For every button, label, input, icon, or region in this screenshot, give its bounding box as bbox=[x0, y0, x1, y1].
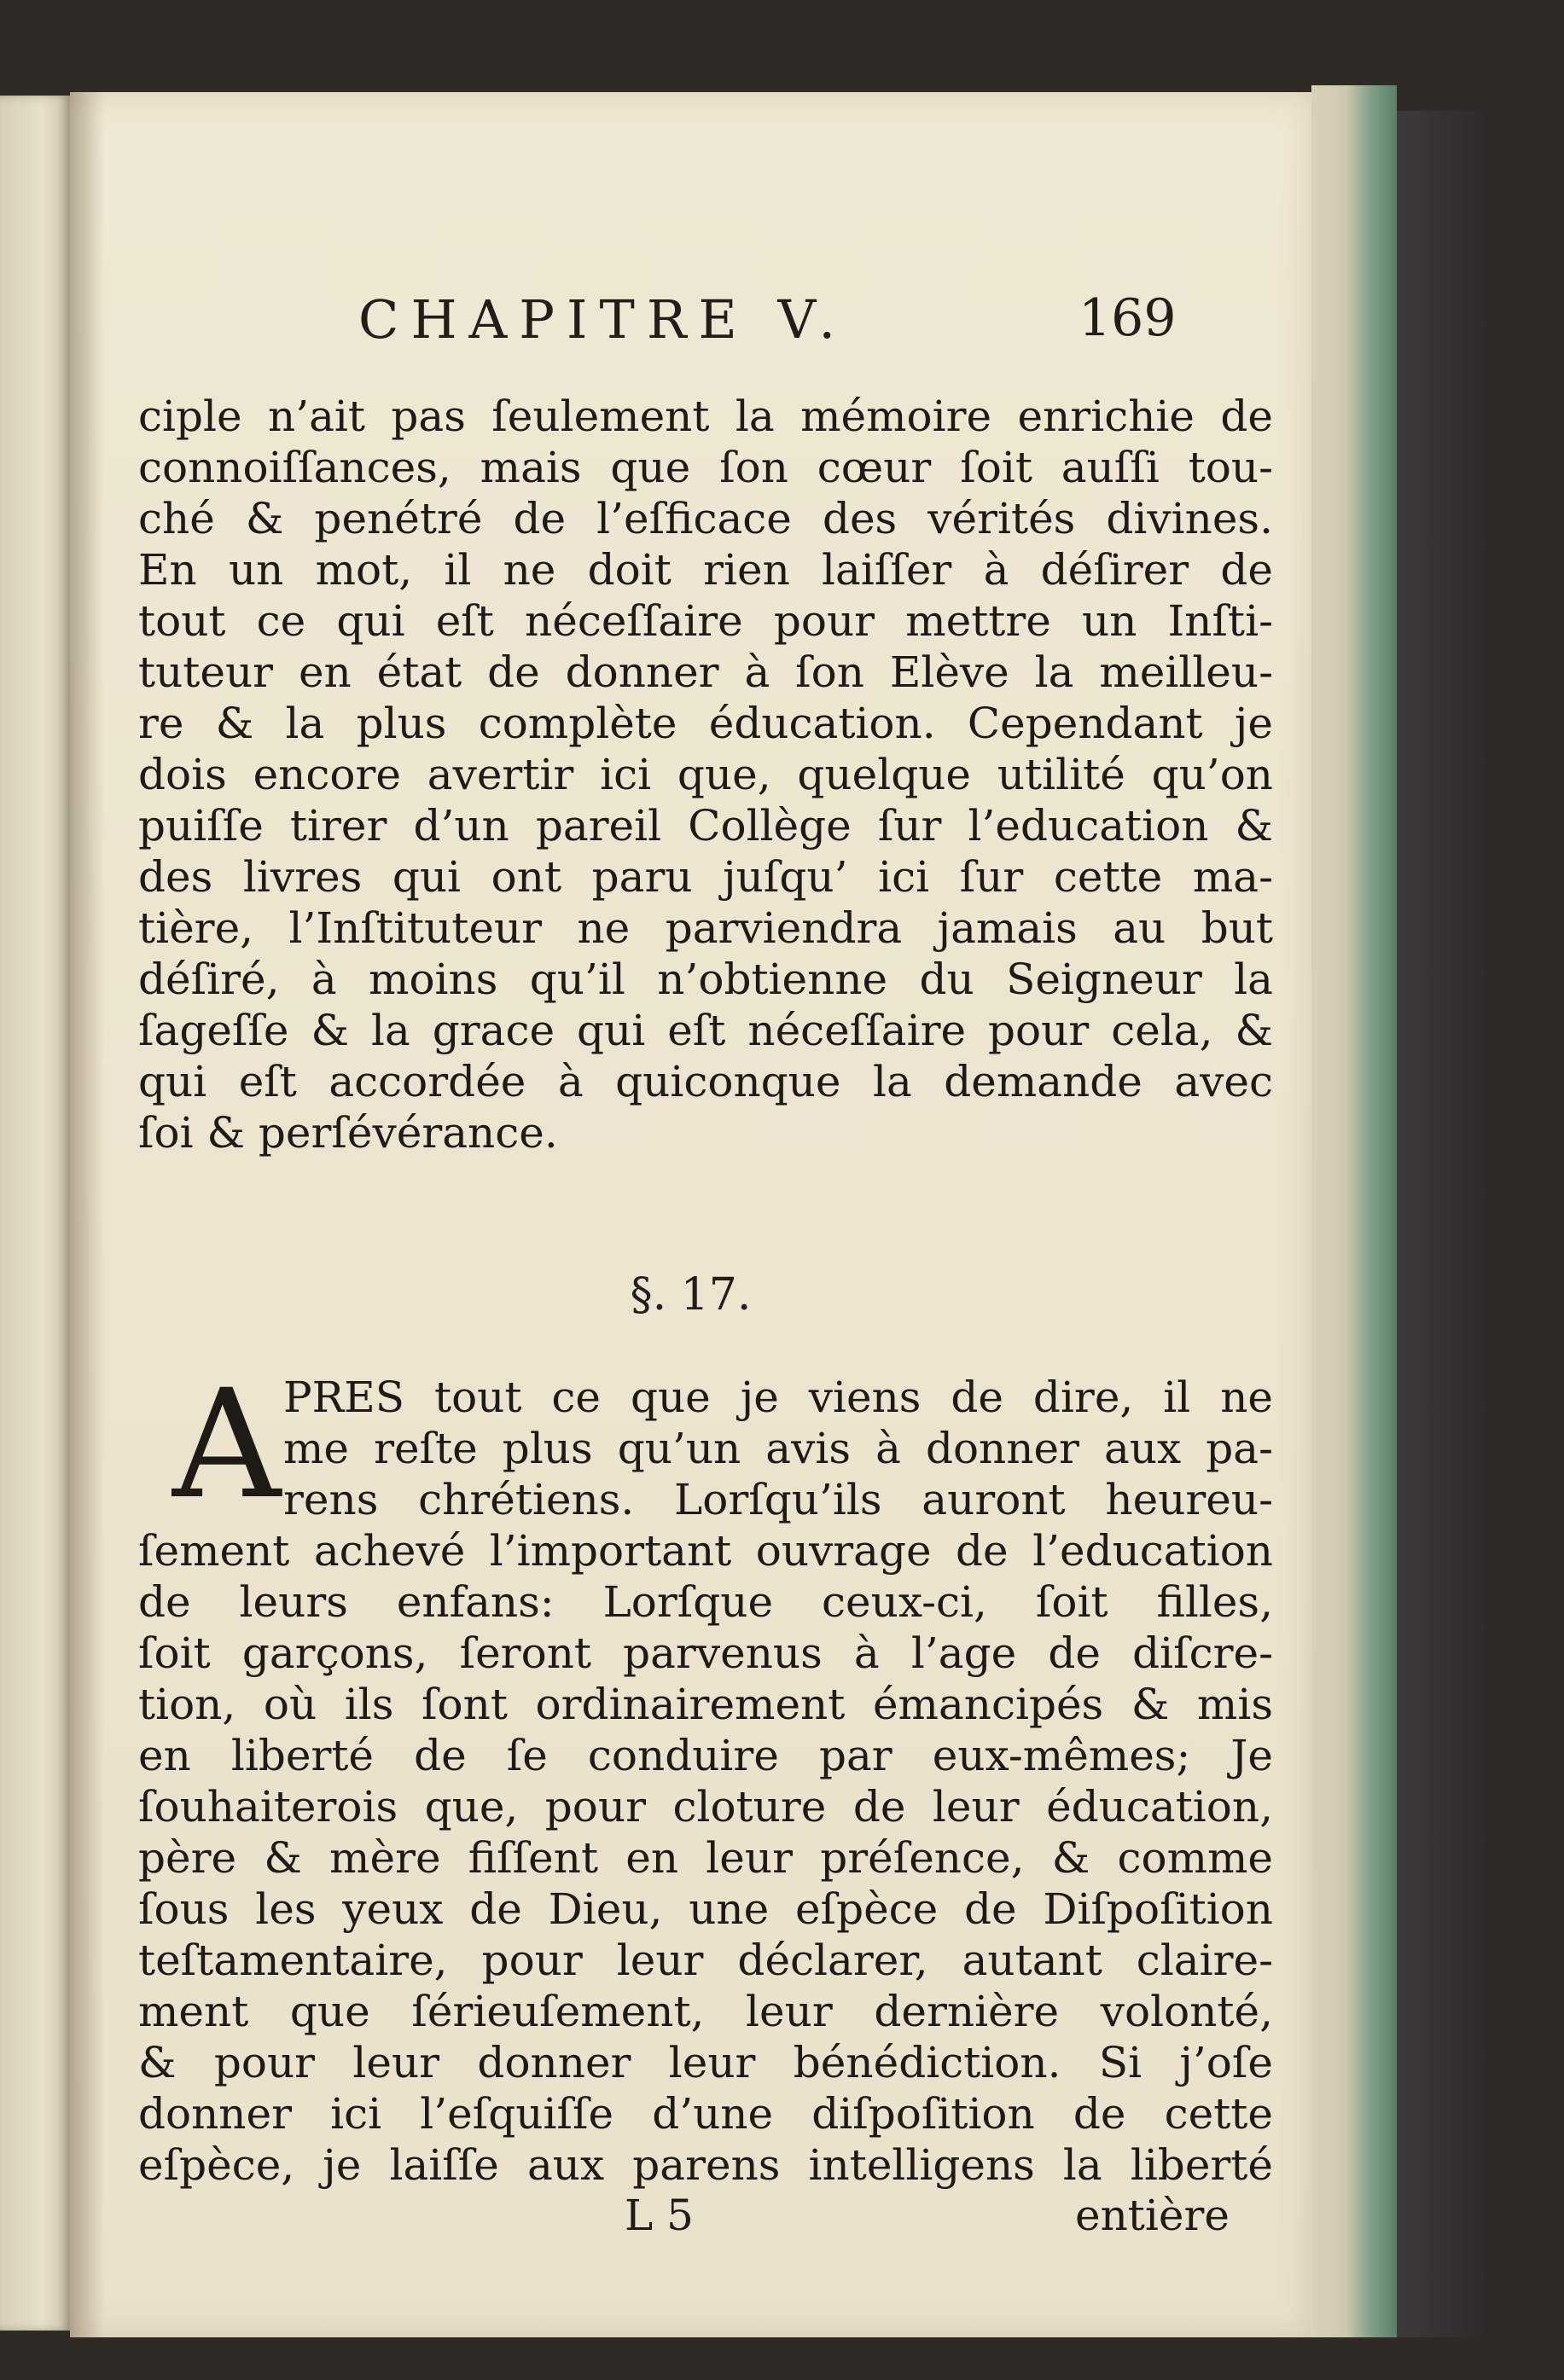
text-line: ché & penétré de l’eſficace des vérités divines. bbox=[138, 494, 1273, 543]
text-line: qui eſt accordée à quiconque la demande avec bbox=[138, 1057, 1273, 1106]
text-line: donner ici l’eſquiſſe d’une diſpoſition de cette bbox=[138, 2089, 1273, 2139]
text-line: connoiſſances, mais que ſon cœur ſoit auſſi tou- bbox=[138, 443, 1273, 492]
text-line: tion, où ils ſont ordinairement émancipés & mis bbox=[138, 1680, 1273, 1729]
catchword: entière bbox=[1075, 2191, 1230, 2240]
text-line: ſoi & perſévérance. bbox=[138, 1108, 558, 1158]
text-line: ſement achevé l’important ouvrage de l’education bbox=[138, 1526, 1273, 1576]
text-line: déſiré, à moins qu’il n’obtienne du Seigneur la bbox=[138, 955, 1273, 1004]
section-heading: §. 17. bbox=[630, 1269, 752, 1321]
text-line: eſpèce, je laiſſe aux parens intelligens la liberté bbox=[138, 2140, 1273, 2190]
paragraph-1 bbox=[138, 391, 1273, 1158]
text-line: PRES tout ce que je viens de dire, il ne bbox=[283, 1373, 1273, 1422]
text-line: ſoit garçons, ſeront parvenus à l’age de diſcre- bbox=[138, 1628, 1273, 1678]
text-line: teſtamentaire, pour leur déclarer, autant claire- bbox=[138, 1936, 1273, 1985]
previous-page-edge bbox=[0, 96, 70, 2331]
text-line: ſageſſe & la grace qui eſt néceſſaire pour cela, & bbox=[138, 1006, 1273, 1055]
text-line: tière, l’Inſtituteur ne parviendra jamais au but bbox=[138, 903, 1273, 953]
page-number: 169 bbox=[1079, 288, 1177, 348]
text-line: des livres qui ont paru juſqu’ ici ſur cette ma- bbox=[138, 852, 1273, 902]
text-line: & pour leur donner leur bénédiction. Si j’oſe bbox=[138, 2038, 1273, 2087]
book-fore-edge bbox=[1311, 85, 1397, 2337]
running-head: CHAPITRE V. bbox=[358, 288, 848, 351]
text-line: tout ce qui eſt néceſſaire pour mettre un Inſti- bbox=[138, 596, 1273, 646]
paragraph-2-opening bbox=[283, 1372, 1273, 1525]
text-line: rens chrétiens. Lorſqu’ils auront heureu- bbox=[283, 1475, 1273, 1524]
book-page bbox=[70, 92, 1311, 2337]
text-line: père & mère fiſſent en leur préſence, & comme bbox=[138, 1833, 1273, 1883]
text-line: me reſte plus qu’un avis à donner aux pa- bbox=[283, 1424, 1273, 1473]
paragraph-2 bbox=[138, 1525, 1273, 2191]
text-line: En un mot, il ne doit rien laiſſer à déſirer de bbox=[138, 545, 1273, 595]
text-line: puiſſe tirer d’un pareil Collège ſur l’education & bbox=[138, 801, 1273, 850]
book-cover-board bbox=[1397, 111, 1491, 2337]
text-line: tuteur en état de donner à ſon Elève la meilleu- bbox=[138, 647, 1273, 697]
text-line: ſous les yeux de Dieu, une eſpèce de Diſpoſition bbox=[138, 1884, 1273, 1934]
signature-mark: L 5 bbox=[625, 2191, 694, 2240]
gutter-shadow bbox=[70, 92, 104, 2337]
text-line: ment que ſérieuſement, leur dernière volonté, bbox=[138, 1987, 1273, 2036]
text-line: ciple n’ait pas ſeulement la mémoire enrichie de bbox=[138, 392, 1273, 441]
text-line: en liberté de ſe conduire par eux-mêmes; Je bbox=[138, 1731, 1273, 1780]
page-header bbox=[70, 288, 1311, 357]
page-footer bbox=[70, 2191, 1311, 2242]
drop-cap: A bbox=[172, 1357, 282, 1532]
text-line: dois encore avertir ici que, quelque utilité qu’on bbox=[138, 750, 1273, 799]
text-line: de leurs enfans: Lorſque ceux-ci, ſoit filles, bbox=[138, 1577, 1273, 1627]
text-line: re & la plus complète éducation. Cependant je bbox=[138, 699, 1273, 748]
text-line: ſouhaiterois que, pour cloture de leur éducation, bbox=[138, 1782, 1273, 1831]
